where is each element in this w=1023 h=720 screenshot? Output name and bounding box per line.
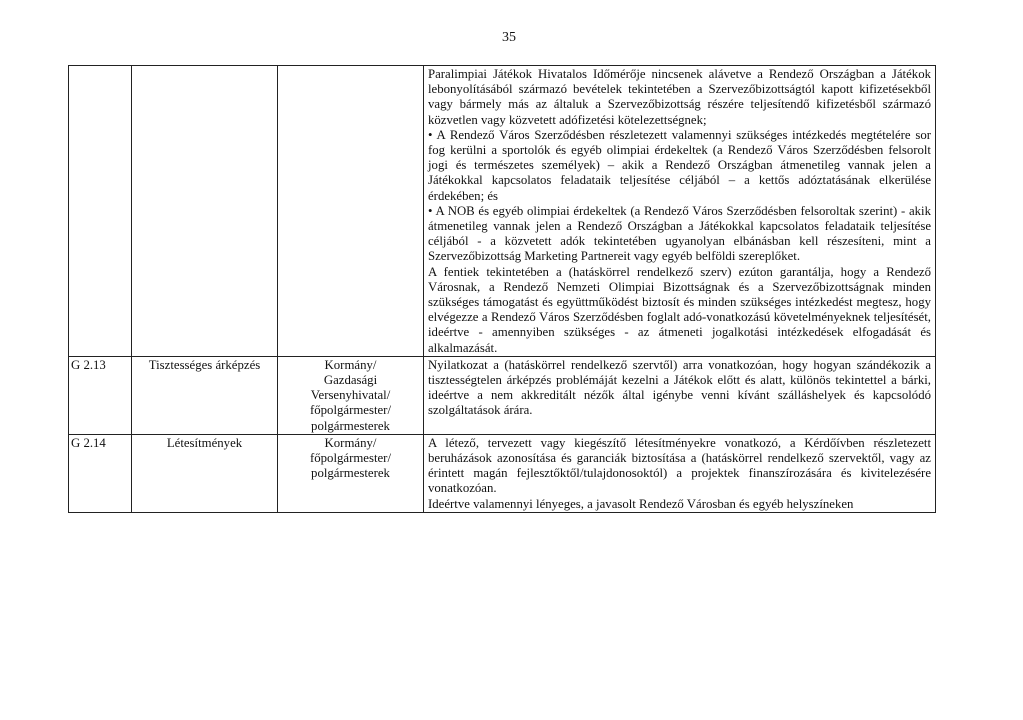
paragraph xyxy=(428,497,931,512)
row-responsible xyxy=(278,356,424,434)
paragraph xyxy=(428,436,931,497)
responsible-line: polgármesterek xyxy=(311,466,390,481)
paragraph-text: Ideértve valamennyi lényeges, a javasolt Rendező Városban és egyéb helyszíneken xyxy=(428,496,854,511)
paragraph-text: A Rendező Város Szerződésben részletezett valamennyi szükséges intézkedés megtételére sor fog kerülni a sportolók és egyéb olimpiai érdekeltek (a Rendező Város Szerződésben felsorolt jogi és természetes személyek) – akik a Rendező Országban átmenetileg vannak jelen a Játékokkal kapcsolatos feladataik teljesítése céljából – a kettős adóztatásának elkerülése érdekében; és xyxy=(428,127,931,203)
responsible-line: Kormány/ xyxy=(324,435,377,450)
paragraph xyxy=(428,67,931,128)
row-topic xyxy=(132,66,278,357)
table-row xyxy=(69,66,936,357)
row-topic: Tisztességes árképzés xyxy=(132,356,278,434)
responsible-line: főpolgármester/ xyxy=(309,451,392,466)
row-description xyxy=(424,66,936,357)
row-code: G 2.13 xyxy=(69,356,132,434)
paragraph-text: Nyilatkozat a (hatáskörrel rendelkező szervtől) arra vonatkozóan, hogy hogyan szándékozik a tisztességtelen árképzés problémáját kezelni a Játékok előtt és alatt, különös tekintettel a bárki, ideértve a nem akkreditált nézők által igénybe venni kívánt szálláshelyek és kapcsolódó szolgáltatások árára. xyxy=(428,357,931,418)
paragraph-text: A létező, tervezett vagy kiegészítő létesítményekre vonatkozó, a Kérdőívben részletezett beruházások azonosítása és garanciák biztosítása a (hatáskörrel rendelkező szervektől, vagy az érintett magán fejlesztőktől/tulajdonosoktól) a projektek finanszírozására és kivitelezésére vonatkozóan. xyxy=(428,435,931,496)
paragraph-text: Paralimpiai Játékok Hivatalos Időmérője nincsenek alávetve a Rendező Országban a Játékok lebonyolításából származó bevételek tekintetében a Szervezőbizottságtól kapott kifizetésekből vagy bármely más az általuk a Szervezőbizottság részére teljesítendő kifizetésből származó közvetlen vagy közvetett adófizetési kötelezettségnek; xyxy=(428,67,931,127)
paragraph xyxy=(428,358,931,419)
row-code: G 2.14 xyxy=(69,434,132,512)
responsible-line: Gazdasági xyxy=(323,373,378,388)
bullet-paragraph xyxy=(428,128,931,204)
responsible-line: polgármesterek xyxy=(311,418,390,433)
row-responsible xyxy=(278,66,424,357)
row-description xyxy=(424,434,936,512)
responsible-line: főpolgármester/ xyxy=(309,403,392,418)
paragraph-text: A NOB és egyéb olimpiai érdekeltek (a Rendező Város Szerződésben felsoroltak szerint) - akik átmenetileg vannak jelen a Rendező Országban a Játékokkal kapcsolatos feladataik teljesítése céljából - a közvetett adók tekintetében ugyanolyan elbánásban kell részesíteni, mint a Szervezőbizottság Marketing Partnereit vagy egyéb belföldi szereplőket. xyxy=(428,203,931,264)
table xyxy=(68,65,936,513)
bullet-icon: • xyxy=(428,127,437,142)
table-row xyxy=(69,356,936,434)
responsible-line: Versenyhivatal/ xyxy=(310,388,391,403)
responsible-line: Kormány/ xyxy=(324,357,377,372)
paragraph-text: A fentiek tekintetében a (hatáskörrel rendelkező szerv) ezúton garantálja, hogy a Rendező Városnak, a Rendező Nemzeti Olimpiai Bizottságnak és a Szervezőbizottságnak minden szükséges támogatást és együttműködést biztosít és minden szükséges intézkedést megtesz, hogy elvégezze a Rendező Város Szerződésben foglalt adó-vonatkozású követelményeknek teljesítését, ideértve - amennyiben szükséges - az átmeneti jogalkotási intézkedések elfogadását és alkalmazását. xyxy=(428,264,931,355)
guarantee-table xyxy=(68,65,936,513)
row-description xyxy=(424,356,936,434)
row-topic: Létesítmények xyxy=(132,434,278,512)
bullet-icon: • xyxy=(428,203,436,218)
row-responsible xyxy=(278,434,424,512)
paragraph xyxy=(428,265,931,356)
page-number: 35 xyxy=(502,30,516,45)
table-row xyxy=(69,434,936,512)
bullet-paragraph xyxy=(428,204,931,265)
row-code xyxy=(69,66,132,357)
